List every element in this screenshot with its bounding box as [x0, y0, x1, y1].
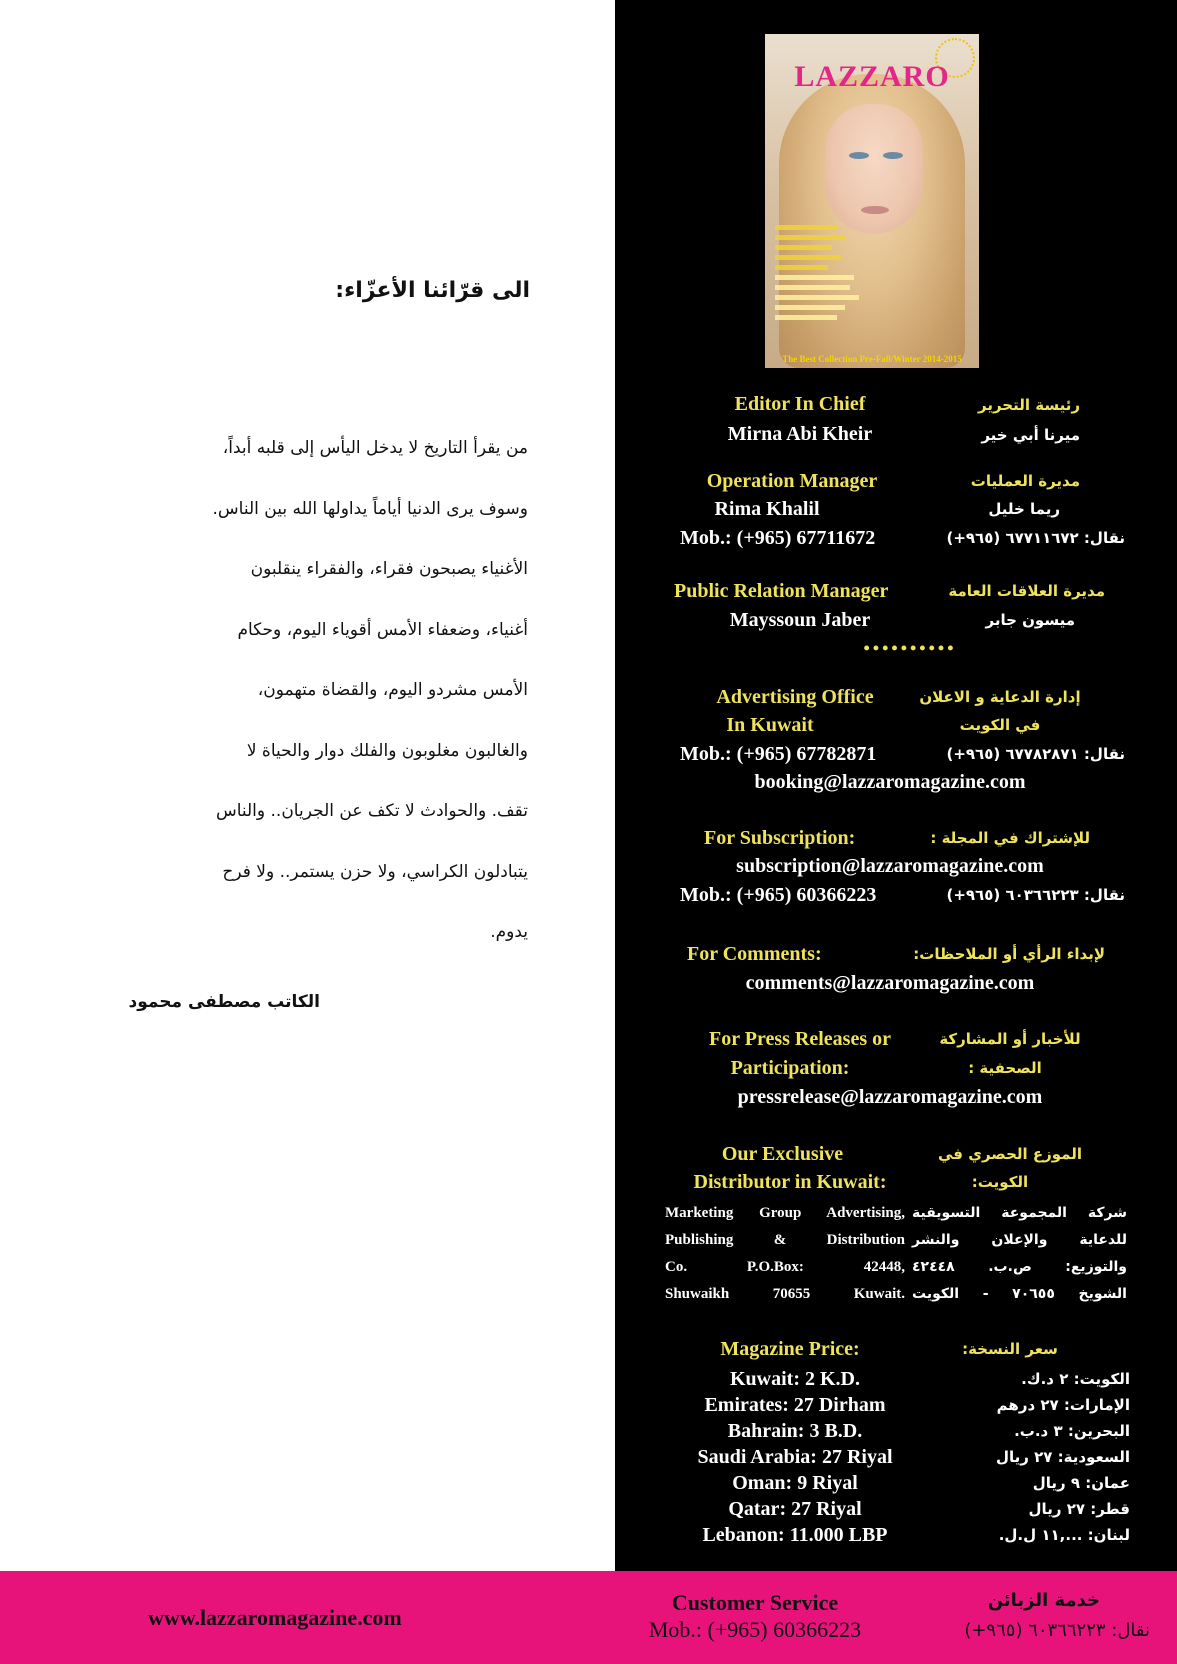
cover-headline-bar — [775, 235, 845, 240]
press-title-en-2: Participation: — [730, 1057, 850, 1079]
cover-logo: LAZZARO — [794, 60, 950, 93]
magazine-cover-image — [765, 34, 979, 368]
cover-headlines — [775, 220, 863, 325]
greeting-heading: الى قرّائنا الأعزّاء: — [335, 278, 530, 303]
cover-headline-bar — [775, 275, 854, 280]
subscription-title-ar: للإشتراك في المجلة : — [930, 829, 1090, 847]
editorial-text — [132, 418, 528, 963]
distributor-address-en — [665, 1200, 905, 1308]
press-title-en: For Press Releases or — [709, 1028, 891, 1050]
booking-email: booking@lazzaromagazine.com — [754, 771, 1026, 793]
advertising-mobile-ar: نقال: ٦٧٧٨٢٨٧١ (٩٦٥+) — [946, 745, 1125, 763]
website-link[interactable]: www.lazzaromagazine.com — [148, 1605, 402, 1630]
editor-name-en: Mirna Abi Kheir — [727, 423, 873, 445]
price-item: Kuwait: 2 K.D. — [730, 1368, 860, 1390]
distributor-address-line: شركة المجموعة التسويقية — [912, 1205, 1127, 1221]
distributor-title-en-2: Distributor in Kuwait: — [693, 1171, 887, 1193]
section-divider-dots: •••••••••• — [863, 638, 957, 658]
editor-title-ar: رئيسة التحرير — [978, 396, 1080, 414]
article-line: يتبادلون الكراسي، ولا حزن يستمر.. ولا فرح — [222, 861, 528, 882]
price-item: Oman: 9 Riyal — [732, 1472, 858, 1494]
pr-name-en: Mayssoun Jaber — [729, 609, 871, 631]
operation-title-en: Operation Manager — [706, 470, 878, 492]
price-item: الإمارات: ٢٧ درهم — [996, 1396, 1130, 1414]
distributor-address-line: Publishing & Distribution — [665, 1232, 905, 1248]
price-list-ar — [930, 1366, 1130, 1548]
editor-title-en: Editor In Chief — [734, 393, 866, 415]
price-list-en — [670, 1366, 920, 1548]
distributor-address-line: Shuwaikh 70655 Kuwait. — [665, 1286, 905, 1302]
distributor-title-ar-2: الكويت: — [971, 1173, 1029, 1191]
distributor-title-ar: الموزع الحصري في — [937, 1145, 1082, 1163]
price-item: Lebanon: 11.000 LBP — [702, 1524, 888, 1546]
cover-headline-bar — [775, 305, 845, 310]
article-line: والغالبون مغلوبون والفلك دوار والحياة لا — [246, 740, 528, 761]
article-line: من يقرأ التاريخ لا يدخل اليأس إلى قلبه أبداً، — [222, 438, 528, 458]
article-line: تقف. والحوادث لا تكف عن الجريان.. والناس — [215, 801, 528, 821]
customer-service-mobile-ar: نقال: ٦٠٣٦٦٢٢٣ (٩٦٥+) — [964, 1620, 1150, 1641]
editor-name-ar: ميرنا أبي خير — [981, 426, 1080, 444]
price-item: Saudi Arabia: 27 Riyal — [697, 1446, 893, 1468]
distributor-address-line: Co. P.O.Box: 42448, — [665, 1259, 905, 1275]
cover-headline-bar — [775, 265, 828, 270]
cover-headline-bar — [775, 255, 841, 260]
article-line: الأمس مشردو اليوم، والقضاة متهمون، — [257, 680, 528, 700]
subscription-mobile-ar: نقال: ٦٠٣٦٦٢٢٣ (٩٦٥+) — [946, 886, 1125, 904]
cover-headline-bar — [775, 225, 837, 230]
price-item: قطر: ٢٧ ريال — [1028, 1500, 1130, 1518]
author-signature: الكاتب مصطفى محمود — [128, 992, 320, 1012]
operation-mobile-en: Mob.: (+965) 67711672 — [680, 527, 876, 549]
price-item: عمان: ٩ ريال — [1032, 1474, 1130, 1492]
operation-name-en: Rima Khalil — [714, 498, 820, 520]
customer-service-mobile: Mob.: (+965) 60366223 — [648, 1617, 862, 1642]
article-line: أغنياء، وضعفاء الأمس أقوياء اليوم، وحكام — [237, 619, 528, 640]
cover-footer-text: The Best Collection Pre-Fall/Winter 2014-2015 — [782, 354, 962, 364]
advertising-title-en: Advertising Office — [716, 686, 874, 708]
cover-headline-bar — [775, 315, 837, 320]
distributor-address-line: الشويخ ٧٠٦٥٥ - الكويت — [912, 1286, 1127, 1302]
article-line: يدوم. — [490, 922, 528, 942]
operation-mobile-ar: نقال: ٦٧٧١١٦٧٢ (٩٦٥+) — [946, 529, 1125, 547]
press-email: pressrelease@lazzaromagazine.com — [737, 1086, 1043, 1108]
distributor-address-line: للدعاية والإعلان والنشر — [912, 1232, 1127, 1248]
operation-name-ar: ريما خليل — [988, 500, 1060, 518]
pr-title-ar: مديرة العلاقات العامة — [948, 582, 1105, 600]
operation-title-ar: مديرة العمليات — [970, 472, 1080, 490]
price-item: Emirates: 27 Dirham — [704, 1394, 886, 1416]
advertising-title-ar-2: في الكويت — [959, 716, 1041, 734]
advertising-mobile-en: Mob.: (+965) 67782871 — [680, 743, 877, 765]
customer-service-title: Customer Service — [671, 1590, 839, 1615]
press-title-ar-2: الصحفية : — [968, 1059, 1042, 1077]
cover-face-shape — [825, 104, 923, 234]
price-item: لبنان: ...,١١ ل.ل. — [998, 1526, 1130, 1544]
price-title-ar: سعر النسخة: — [962, 1340, 1058, 1358]
price-title-en: Magazine Price: — [720, 1338, 860, 1360]
article-line: وسوف يرى الدنيا أياماً يداولها الله بين الناس. — [212, 498, 528, 519]
cover-headline-bar — [775, 285, 850, 290]
subscription-mobile-en: Mob.: (+965) 60366223 — [680, 884, 877, 906]
price-item: Qatar: 27 Riyal — [728, 1498, 862, 1520]
cover-lips — [861, 206, 889, 214]
comments-title-ar: لإبداء الرأي أو الملاحظات: — [913, 945, 1105, 963]
price-item: الكويت: ٢ د.ك. — [1021, 1370, 1130, 1388]
comments-title-en: For Comments: — [687, 943, 822, 965]
pr-name-ar: ميسون جابر — [985, 611, 1075, 629]
cover-eye-right — [883, 152, 903, 159]
advertising-title-en-2: In Kuwait — [726, 714, 814, 736]
distributor-title-en: Our Exclusive — [721, 1143, 844, 1165]
pr-title-en: Public Relation Manager — [674, 580, 889, 602]
price-item: السعودية: ٢٧ ريال — [995, 1448, 1130, 1466]
customer-service-title-ar: خدمة الزبائن — [987, 1590, 1100, 1611]
comments-email: comments@lazzaromagazine.com — [745, 972, 1035, 994]
subscription-title-en: For Subscription: — [704, 827, 856, 849]
price-item: Bahrain: 3 B.D. — [727, 1420, 863, 1442]
press-title-ar: للأخبار أو المشاركة — [939, 1030, 1081, 1048]
subscription-email: subscription@lazzaromagazine.com — [736, 855, 1044, 877]
cover-eye-left — [849, 152, 869, 159]
distributor-address-line: Marketing Group Advertising, — [665, 1205, 905, 1221]
cover-headline-bar — [775, 245, 832, 250]
article-line: الأغنياء يصبحون فقراء، والفقراء ينقلبون — [250, 559, 528, 579]
distributor-address-ar — [912, 1200, 1127, 1308]
distributor-address-line: والتوزيع: ص.ب. ٤٢٤٤٨ — [912, 1259, 1127, 1275]
advertising-title-ar: إدارة الدعاية و الاعلان — [919, 688, 1081, 706]
price-item: البحرين: ٣ د.ب. — [1014, 1422, 1130, 1440]
cover-headline-bar — [775, 295, 859, 300]
